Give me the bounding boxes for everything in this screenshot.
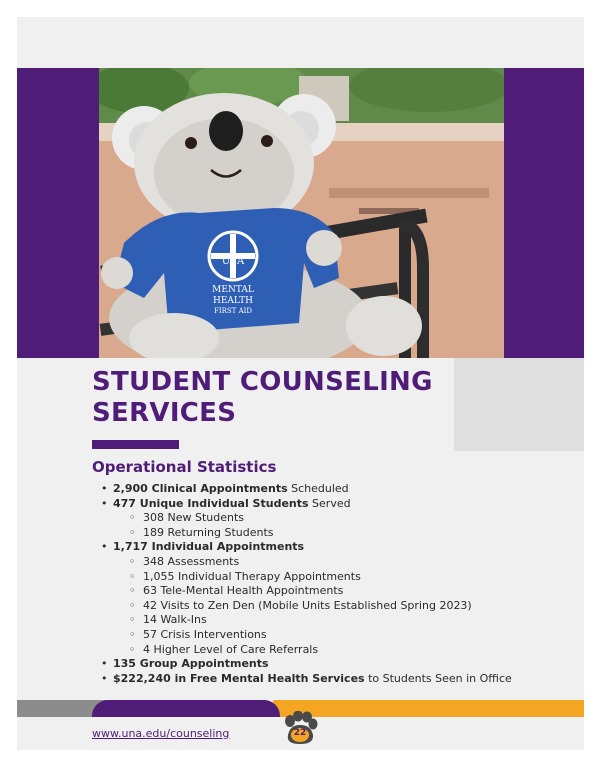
- stat-subitem: ◦ 189 Returning Students: [113, 526, 569, 541]
- koala-photo: [99, 68, 504, 358]
- decorative-grey-block: [454, 358, 584, 451]
- stat-subitem: ◦ 14 Walk-Ins: [113, 613, 569, 628]
- stat-subitem: ◦ 348 Assessments: [113, 555, 569, 570]
- section-heading: Operational Statistics: [92, 458, 277, 476]
- stat-sublist: [113, 511, 569, 540]
- stat-rest: Scheduled: [287, 482, 349, 495]
- stat-subitem: ◦ 63 Tele-Mental Health Appointments: [113, 584, 569, 599]
- stat-rest: to Students Seen in Office: [364, 671, 512, 685]
- shirt-text-line4: FIRST AID: [213, 307, 253, 315]
- page-title-line1: STUDENT COUNSELING: [92, 367, 433, 397]
- stats-list: [99, 482, 569, 686]
- stat-subitem: ◦ 42 Visits to Zen Den (Mobile Units Established Spring 2023): [113, 599, 569, 614]
- stat-item: [99, 497, 569, 541]
- page: [17, 17, 584, 750]
- stat-subitem: ◦ 308 New Students: [113, 511, 569, 526]
- footer-gold-bar: [273, 700, 584, 717]
- stat-subitem: ◦ 1,055 Individual Therapy Appointments: [113, 570, 569, 585]
- stat-sublist: [113, 555, 569, 657]
- stat-bold: 2,900 Clinical Appointments: [113, 482, 288, 495]
- stat-rest: Served: [308, 496, 351, 510]
- shirt-text-line3: HEALTH: [212, 296, 254, 306]
- stat-item: [99, 540, 569, 657]
- stat-item: [99, 482, 569, 497]
- koala-photo-illustration: [99, 68, 504, 358]
- stat-item: [99, 672, 569, 687]
- stat-item: [99, 657, 569, 672]
- page-number: 22: [293, 728, 307, 738]
- shirt-text-line2: MENTAL: [212, 285, 254, 295]
- page-title-line2: SERVICES: [92, 398, 237, 428]
- page-title: [92, 367, 462, 429]
- stat-bold: $222,240 in Free Mental Health Services: [113, 671, 365, 685]
- footer-purple-tab: [92, 700, 280, 717]
- title-underline: [92, 440, 179, 449]
- stat-subitem: ◦ 4 Higher Level of Care Referrals: [113, 643, 569, 658]
- stat-bold: 135 Group Appointments: [113, 657, 269, 671]
- shirt-text-usa: USA: [221, 256, 245, 267]
- stat-bold: 1,717 Individual Appointments: [113, 540, 305, 554]
- counseling-website-link[interactable]: www.una.edu/counseling: [92, 727, 230, 740]
- stat-bold: 477 Unique Individual Students: [113, 496, 309, 510]
- stat-subitem: ◦ 57 Crisis Interventions: [113, 628, 569, 643]
